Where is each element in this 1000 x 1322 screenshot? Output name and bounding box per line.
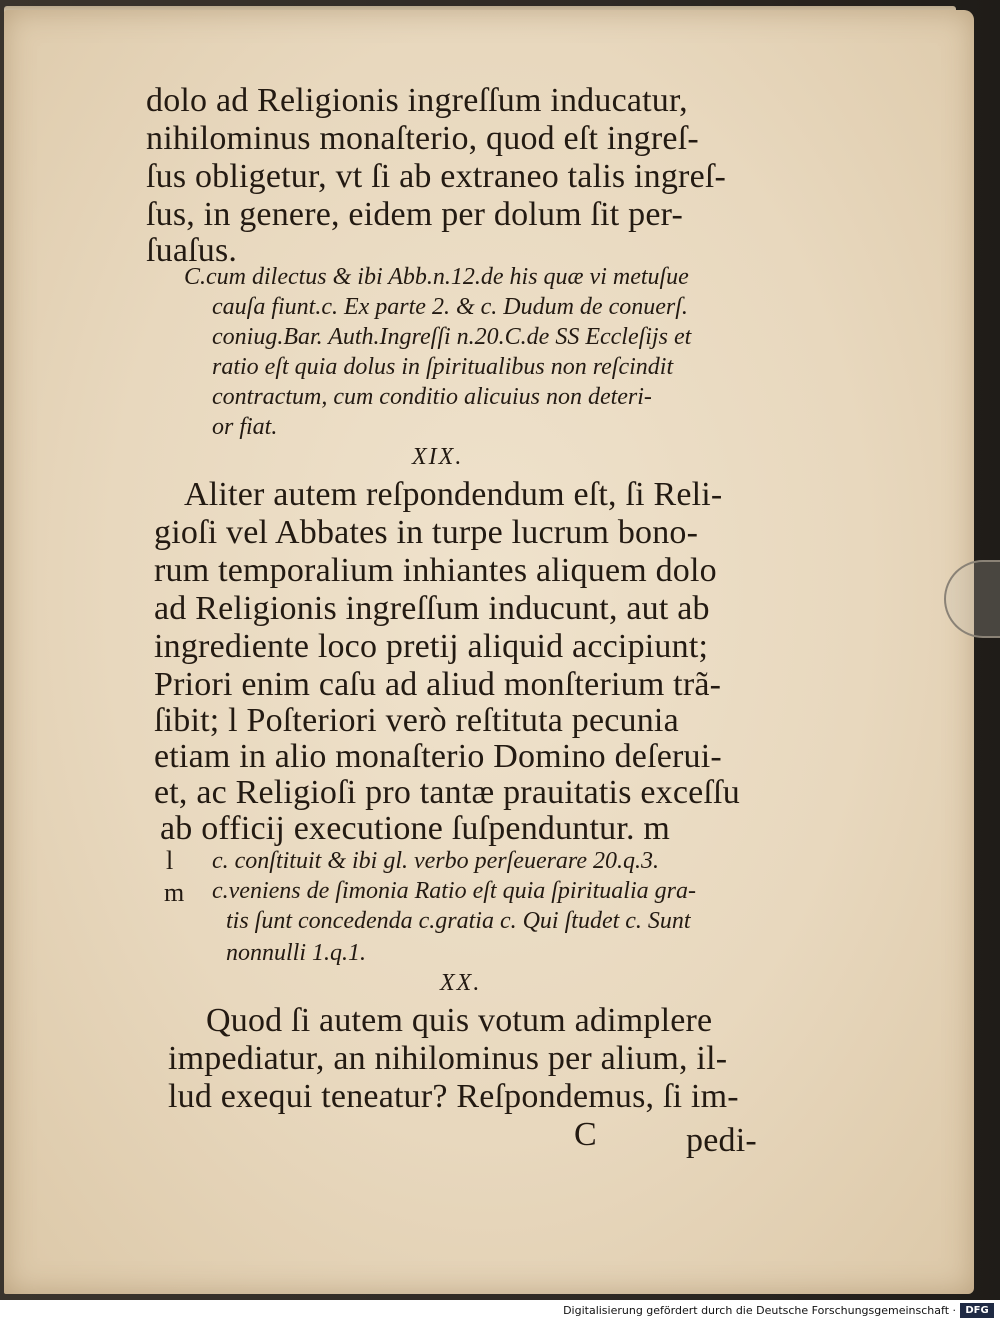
note1-line-1: C.cum dilectus & ibi Abb.n.12.de his quæ vi metuſue <box>184 264 689 290</box>
signature-mark: C <box>574 1116 597 1153</box>
note2-marker-m: m <box>164 878 185 907</box>
main-line-2: nihilominus monaſterio, quod eſt ingreſ- <box>146 120 699 157</box>
note1-line-4: ratio eſt quia dolus in ſpiritualibus non reſcindit <box>212 354 674 380</box>
main-line-4: ſus, in genere, eidem per dolum ſit per- <box>146 196 683 233</box>
note1-line-5: contractum, cum conditio alicuius non deteri- <box>212 384 652 410</box>
dfg-logo: DFG <box>960 1303 994 1318</box>
footer-credit: Digitalisierung gefördert durch die Deutsche Forschungsgemeinschaft · <box>563 1304 956 1317</box>
note1-line-6: or fiat. <box>212 414 278 440</box>
main-line-5: ſuaſus. <box>146 232 238 269</box>
note2-line-3: tis ſunt concedenda c.gratia c. Qui ſtudet c. Sunt <box>226 908 691 934</box>
note2-line-1: c. conſtituit & ibi gl. verbo perſeuerare 20.q.3. <box>212 848 660 874</box>
section1-line-6: Priori enim caſu ad aliud monſterium trã- <box>154 666 722 703</box>
section-heading-xx: XX. <box>440 970 482 996</box>
section1-line-9: et, ac Religioſi pro tantæ prauitatis exceſſu <box>154 774 740 811</box>
section1-line-5: ingrediente loco pretij aliquid accipiunt; <box>154 628 709 665</box>
footer-bar <box>0 1300 1000 1322</box>
note1-line-3: coniug.Bar. Auth.Ingreſſi n.20.C.de SS Eccleſijs et <box>212 324 692 350</box>
section2-line-2: impediatur, an nihilominus per alium, il- <box>168 1040 728 1077</box>
section1-line-2: gioſi vel Abbates in turpe lucrum bono- <box>154 514 699 551</box>
note2-line-2: c.veniens de ſimonia Ratio eſt quia ſpiritualia gra- <box>212 878 696 904</box>
note2-line-4: nonnulli 1.q.1. <box>226 940 367 966</box>
section1-line-8: etiam in alio monaſterio Domino deſerui- <box>154 738 722 775</box>
section1-line-10: ab officij executione ſuſpenduntur. m <box>160 810 671 847</box>
section1-line-3: rum temporalium inhiantes aliquem dolo <box>154 552 717 589</box>
main-line-3: ſus obligetur, vt ſi ab extraneo talis ingreſ- <box>146 158 727 195</box>
main-line-1: dolo ad Religionis ingreſſum inducatur, <box>146 82 688 119</box>
section1-line-7: ſibit; l Poſteriori verò reſtituta pecunia <box>154 702 679 739</box>
section1-line-4: ad Religionis ingreſſum inducunt, aut ab <box>154 590 710 627</box>
catchword: pedi- <box>686 1122 757 1159</box>
section2-line-3: lud exequi teneatur? Reſpondemus, ſi im- <box>168 1078 739 1115</box>
section-heading-xix: XIX. <box>412 444 464 470</box>
note2-marker-l: l <box>166 846 174 875</box>
section1-line-1: Aliter autem reſpondendum eſt, ſi Reli- <box>184 476 723 513</box>
note1-line-2: cauſa fiunt.c. Ex parte 2. & c. Dudum de conuerſ. <box>212 294 688 320</box>
section2-line-1: Quod ſi autem quis votum adimplere <box>206 1002 713 1039</box>
